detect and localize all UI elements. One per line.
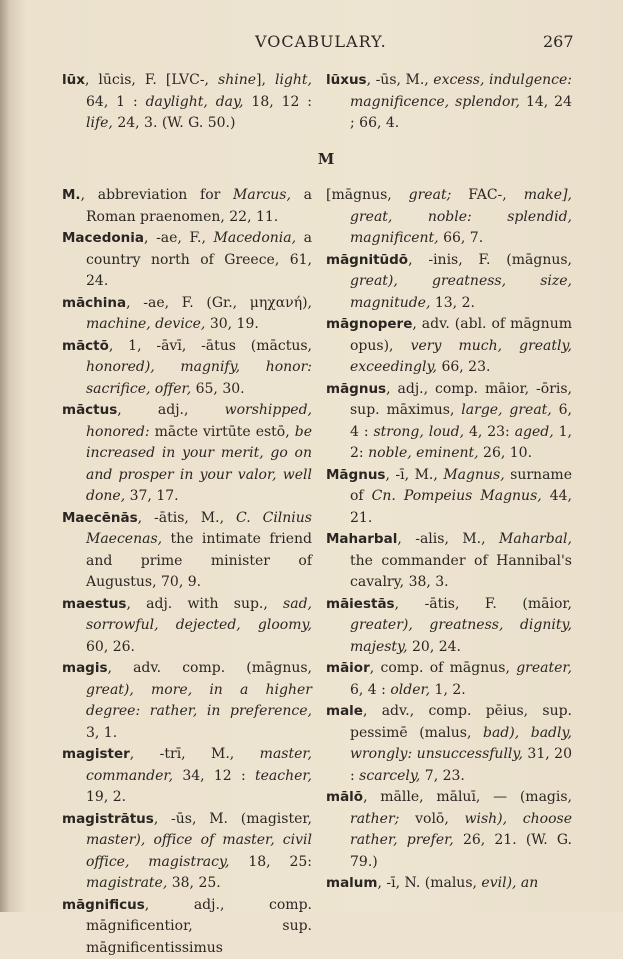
entry-definition: strong, loud, <box>373 424 464 440</box>
left-column <box>62 185 312 959</box>
entry-definition: light, <box>275 72 312 88</box>
section-letter: M <box>311 150 341 168</box>
entry-definition: excess, indulgence: magnificence, splendor, <box>350 72 572 110</box>
entry-grammar: volō, <box>399 811 464 827</box>
right-column-top <box>326 70 572 135</box>
entry-grammar: a Roman praenomen, 22, 11. <box>86 187 312 225</box>
dictionary-entry <box>326 701 572 787</box>
entry-grammar: 38, 25. <box>167 875 220 891</box>
dictionary-entry <box>62 228 312 293</box>
entry-grammar: 44, 21. <box>350 488 572 526</box>
entry-definition: magistrate, <box>86 875 167 891</box>
entry-grammar: , adj., <box>117 402 224 418</box>
entry-grammar: 3, 1. <box>86 725 117 741</box>
dictionary-entry <box>326 379 572 465</box>
dictionary-entry <box>326 787 572 873</box>
entry-grammar: 65, 30. <box>191 381 244 397</box>
page-number: 267 <box>543 32 574 51</box>
dictionary-entry <box>62 658 312 744</box>
entry-grammar: 26, 10. <box>479 445 532 461</box>
entry-grammar: , -ūs, M., <box>367 72 434 88</box>
entry-definition: Cn. Pompeius Magnus, <box>372 488 542 504</box>
entry-headword: malum <box>326 875 377 891</box>
entry-grammar: 26, 21. (W. G. 79.) <box>350 832 572 870</box>
dictionary-entry <box>62 895 312 959</box>
entry-grammar: 24, 3. (W. G. 50.) <box>113 115 236 131</box>
entry-grammar: , -alis, M., <box>397 531 499 547</box>
entry-grammar: , adj., comp. māgnificentior, sup. māgnificentissimus <box>86 897 312 956</box>
entry-definition: Marcus, <box>233 187 291 203</box>
dictionary-entry <box>62 809 312 895</box>
entry-grammar: 30, 19. <box>205 316 258 332</box>
entry-headword: māgnitūdō <box>326 252 408 268</box>
entry-definition: bad), badly, wrongly: unsuccessfully, <box>350 725 572 763</box>
entry-headword: māgnopere <box>326 316 412 332</box>
entry-grammar: 13, 2. <box>430 295 475 311</box>
entry-grammar: , -inis, F. (māgnus, <box>408 252 572 268</box>
dictionary-entry <box>326 658 572 701</box>
entry-grammar: FAC-, <box>451 187 523 203</box>
entry-headword: Maharbal <box>326 531 397 547</box>
entry-grammar: a country north of Greece, 61, 24. <box>86 230 312 289</box>
entry-grammar: 1, 2: <box>350 424 572 462</box>
entry-definition: shine <box>218 72 256 88</box>
entry-definition: great), more, in a higher degree: rather, in preference, <box>86 682 312 720</box>
entry-grammar: the commander of Hannibal's cavalry, 38, 3. <box>350 553 572 591</box>
entry-headword: māctus <box>62 402 117 418</box>
entry-definition: great), greatness, size, magnitude, <box>350 273 572 311</box>
dictionary-entry <box>62 70 312 135</box>
entry-grammar: , -trī, M., <box>130 746 260 762</box>
entry-grammar: 6, 4 : <box>350 682 390 698</box>
entry-grammar: , abbreviation for <box>81 187 233 203</box>
entry-grammar: , adj. with sup., <box>126 596 283 612</box>
entry-definition: Magnus, <box>443 467 504 483</box>
entry-grammar: mācte virtūte estō, <box>150 424 295 440</box>
entry-grammar: 7, 23. <box>420 768 465 784</box>
entry-grammar: , mālle, māluī, — (magis, <box>363 789 572 805</box>
entry-headword: magister <box>62 746 130 762</box>
entry-definition: wish), choose rather, prefer, <box>350 811 572 849</box>
entry-grammar: 18, 12 : <box>244 94 312 110</box>
entry-definition: sad, sorrowful, dejected, gloomy, <box>86 596 312 634</box>
entry-grammar: , -ātis, M., <box>138 510 236 526</box>
dictionary-entry <box>326 529 572 594</box>
right-column <box>326 185 572 895</box>
running-head: VOCABULARY. <box>255 32 387 51</box>
dictionary-entry <box>326 873 572 895</box>
entry-grammar: , 1, -āvī, -ātus (māctus, <box>109 338 312 354</box>
entry-headword: māgnificus <box>62 897 145 913</box>
entry-definition: great; <box>409 187 452 203</box>
entry-headword: mālō <box>326 789 363 805</box>
entry-grammar: [māgnus, <box>326 187 409 203</box>
entry-grammar: 34, 12 : <box>173 768 255 784</box>
page-header <box>0 30 623 54</box>
entry-grammar: , adv. comp. (māgnus, <box>108 660 312 676</box>
entry-headword: magistrātus <box>62 811 154 827</box>
dictionary-entry <box>326 465 572 530</box>
entry-definition: honored), magnify, honor: sacrifice, offer, <box>86 359 312 397</box>
entry-grammar: 1, 2. <box>430 682 466 698</box>
dictionary-entry <box>62 336 312 401</box>
dictionary-entry <box>326 250 572 315</box>
entry-grammar: , adj., comp. māior, -ōris, sup. māximus, <box>350 381 572 419</box>
entry-grammar: , adv. (abl. of māgnum opus), <box>350 316 572 354</box>
entry-definition: master, commander, <box>86 746 312 784</box>
entry-definition: large, great, <box>461 402 551 418</box>
entry-definition: life, <box>86 115 113 131</box>
entry-grammar: , -ūs, M. (magister, <box>154 811 312 827</box>
entry-definition: rather; <box>350 811 399 827</box>
dictionary-entry <box>62 744 312 809</box>
entry-grammar: 6, 4 : <box>350 402 572 440</box>
entry-definition: make], great, noble: splendid, magnificent, <box>350 187 572 246</box>
entry-grammar: 60, 26. <box>86 639 135 655</box>
entry-definition: machine, device, <box>86 316 205 332</box>
entry-definition: aged, <box>515 424 554 440</box>
entry-definition: very much, greatly, exceedingly, <box>350 338 572 376</box>
entry-grammar: 66, 23. <box>437 359 490 375</box>
entry-definition: noble, eminent, <box>368 445 479 461</box>
entry-definition: greater, <box>516 660 572 676</box>
entry-grammar: surname of <box>350 467 572 505</box>
entry-grammar: 4, 23: <box>464 424 515 440</box>
dictionary-entry <box>62 400 312 508</box>
dictionary-entry <box>62 594 312 659</box>
entry-grammar: , -ī, N. (malus, <box>377 875 481 891</box>
entry-grammar: 18, 25: <box>230 854 313 870</box>
dictionary-entry <box>62 293 312 336</box>
entry-grammar: 20, 24. <box>408 639 461 655</box>
dictionary-entry <box>326 314 572 379</box>
entry-headword: Māgnus <box>326 467 385 483</box>
dictionary-entry <box>326 594 572 659</box>
entry-headword: lūxus <box>326 72 367 88</box>
entry-grammar: 66, 7. <box>439 230 484 246</box>
entry-definition: Macedonia, <box>214 230 297 246</box>
entry-definition: master), office of master, civil office, magistracy, <box>86 832 312 870</box>
entry-definition: Maharbal, <box>499 531 572 547</box>
entry-grammar: , -ī, M., <box>385 467 443 483</box>
dictionary-entry <box>62 508 312 594</box>
entry-grammar: , -ae, F. (Gr., μηχανή), <box>126 295 312 311</box>
entry-headword: male <box>326 703 363 719</box>
entry-headword: Macedonia <box>62 230 144 246</box>
dictionary-entry <box>326 185 572 250</box>
entry-grammar: , lūcis, F. [LVC-, <box>85 72 218 88</box>
entry-headword: māchina <box>62 295 126 311</box>
entry-headword: Maecēnās <box>62 510 138 526</box>
entry-grammar: 37, 17. <box>125 488 178 504</box>
entry-headword: māctō <box>62 338 109 354</box>
entry-grammar: , adv., comp. pēius, sup. pessimē (malus, <box>350 703 572 741</box>
left-column-top <box>62 70 312 135</box>
entry-headword: māgnus <box>326 381 386 397</box>
entry-grammar: , -ae, F., <box>144 230 214 246</box>
entry-definition: C. Cilnius Maecenas, <box>86 510 312 548</box>
entry-grammar: 19, 2. <box>86 789 126 805</box>
dictionary-entry <box>326 70 572 135</box>
entry-headword: māior <box>326 660 370 676</box>
entry-definition: greater), greatness, dignity, majesty, <box>350 617 572 655</box>
dictionary-entry <box>62 185 312 228</box>
entry-grammar: the intimate friend and prime minister of Augustus, 70, 9. <box>86 531 312 590</box>
entry-grammar: 31, 20 : <box>350 746 572 784</box>
entry-definition: scarcely, <box>359 768 420 784</box>
entry-grammar: 64, 1 : <box>86 94 146 110</box>
entry-definition: teacher, <box>255 768 312 784</box>
entry-definition: worshipped, honored: <box>86 402 312 440</box>
entry-headword: M. <box>62 187 81 203</box>
entry-headword: magis <box>62 660 108 676</box>
entry-definition: be increased in your merit, go on and prosper in your valor, well done, <box>86 424 312 505</box>
entry-headword: maestus <box>62 596 126 612</box>
entry-definition: evil), an <box>481 875 538 891</box>
entry-grammar: ], <box>256 72 275 88</box>
entry-headword: lūx <box>62 72 85 88</box>
entry-definition: daylight, day, <box>146 94 244 110</box>
entry-grammar: , -ātis, F. (māior, <box>395 596 572 612</box>
entry-grammar: 14, 24 ; 66, 4. <box>350 94 572 132</box>
entry-grammar: , comp. of māgnus, <box>370 660 516 676</box>
entry-headword: māiestās <box>326 596 395 612</box>
entry-definition: older, <box>390 682 430 698</box>
